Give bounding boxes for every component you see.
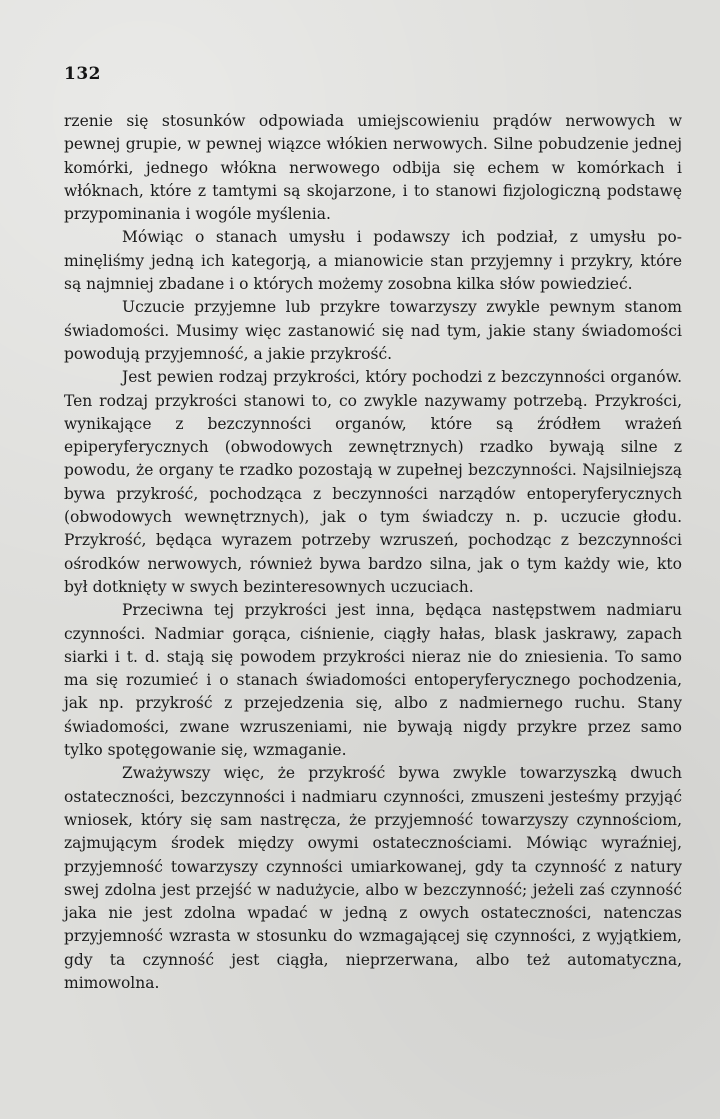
page-number: 132 — [64, 64, 101, 84]
paragraph-5: Przeciwna tej przykrości jest inna, będąca następstwem nadmiaru czynności. Nadmiar gorąca, ciśnienie, ciągły hałas, blask jaskrawy, zapach siarki i t. d. stają się powodem przykrości nieraz nie do zniesienia. To samo ma się rozumieć i o stanach świadomości entoperyferycznego pochodzenia, jak np. przykrość z przejedzenia się, albo z nadmiernego ruchu. Stany świadomości, zwane wzruszeniami, nie bywają nigdy przykre przez samo tylko spotęgowanie się, wzmaganie. — [64, 601, 682, 760]
paragraph-6: Zważywszy więc, że przykrość bywa zwykle towarzyszką dwuch ostateczności, bezczynności i nadmiaru czynności, zmuszeni jesteśmy przyjąć wniosek, który się sam nastręcza, że przyjemność towarzyszy czynnościom, zajmującym środek między owymi ostatecznościami. Mówiąc wyraźniej, przyjemność towarzyszy czynności umiarkowanej, gdy ta czynność z natury swej zdolna jest przejść w nadużycie, albo w bezczynność; jeżeli zaś czynność jaka nie jest zdolna wpadać w jedną z owych ostateczności, natenczas przyjemność wzrasta w stosunku do wzmagającej się czynności, z wyjątkiem, gdy ta czynność jest ciągła, nieprzerwana, albo też automatyczna, mimowolna. — [64, 764, 682, 992]
paragraph-4: Jest pewien rodzaj przykrości, który pochodzi z bezczynności organów. Ten rodzaj przykrości stanowi to, co zwykle nazywamy potrzebą. Przykrości, wynikające z bezczynności organów, które są źródłem wrażeń epiperyferycznych (obwodowych zewnętrznych) rzadko bywają silne z powodu, że organy te rzadko pozostają w zupełnej bezczynności. Najsilniejszą bywa przykrość, pochodząca z beczynności narządów entoperyferycznych (obwodowych wewnętrznych), jak o tym świadczy n. p. uczucie głodu. Przykrość, będąca wyrazem potrzeby wzruszeń, pochodząc z bezczynności ośrodków nerwowych, również bywa bardzo silna, jak o tym każdy wie, kto był dotknięty w swych bezinteresownych uczuciach. — [64, 368, 682, 596]
paragraph-1: rzenie się stosunków odpowiada umiejscowieniu prądów nerwowych w pewnej grupie, w pewnej wiązce włókien nerwowych. Silne pobudzenie jednej komórki, jednego włókna nerwowego odbija się echem w komórkach i włóknach, które z tamtymi są skojarzone, i to stanowi fizjologiczną podstawę przypominania i wogóle myślenia. — [64, 112, 682, 224]
paragraph-2: Mówiąc o stanach umysłu i podawszy ich podział, z umysłu pominęliśmy jedną ich kategorją, a mianowicie stan przyjemny i przykry, które są najmniej zbadane i o których możemy zosobna kilka słów powiedzieć. — [64, 228, 682, 294]
paragraph-3: Uczucie przyjemne lub przykre towarzyszy zwykle pewnym stanom świadomości. Musimy więc zastanowić się nad tym, jakie stany świadomości powodują przyjemność, a jakie przykrość. — [64, 298, 682, 363]
body-text — [64, 110, 682, 995]
